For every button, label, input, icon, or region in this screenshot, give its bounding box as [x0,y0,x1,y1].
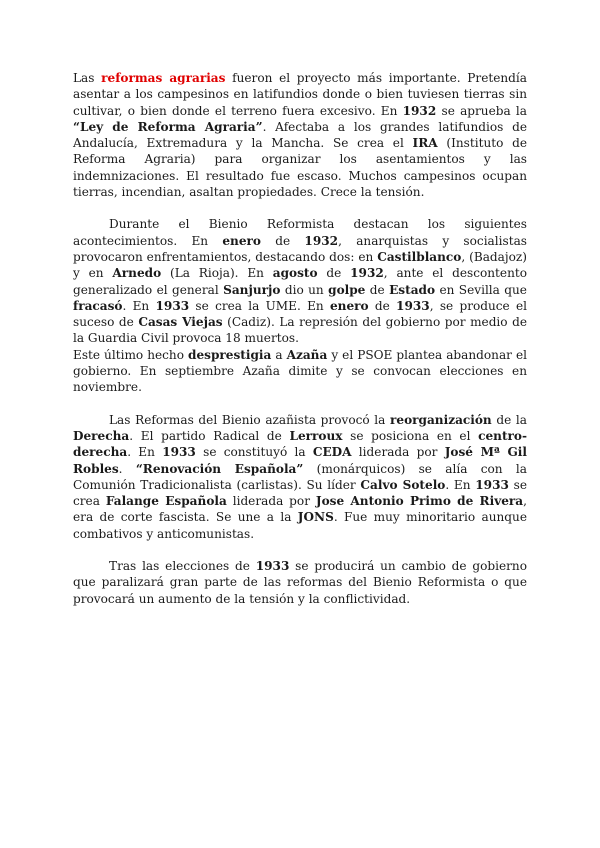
text-run: de [317,266,351,281]
bold-term: enero [222,233,261,248]
bold-term: 1932 [304,233,339,248]
text-run: dio un [280,282,329,297]
bold-term: Derecha [73,428,130,443]
bold-term: 1932 [402,103,437,118]
bold-term: Arnedo [112,266,162,281]
text-run: . [118,461,136,476]
text-run: fueron el proyecto más importante. Pretendía asentar a los campesinos en latifundios donde o bien tuviesen tierras sin cultivar, o bien donde el terreno fuera excesivo. En [73,71,527,118]
text-run: Este último hecho [73,347,188,362]
paragraph [73,347,527,396]
text-run: a [271,347,287,362]
bold-term: 1933 [255,559,290,574]
text-run: . En [122,298,156,313]
text-run: se crea [73,477,527,509]
text-run: . En [127,445,163,460]
text-run: . Afectaba a los grandes latifundios de Andalucía, Extremadura y la Mancha. Se crea el [73,119,527,151]
bold-term: JONS [297,510,334,525]
text-run: (Instituto de Reforma Agraria) para organizar los asentamientos y las indemnizaciones. El resultado fue escaso. Muchos campesinos ocupan tierras, incendian, asaltan propiedades. Crece la tensión. [73,136,527,200]
text-run: , se produce el suceso de [73,298,528,330]
text-run: se aprueba la [436,103,527,118]
paragraph-gap [73,542,527,558]
text-run: se producirá un cambio de gobierno que paralizará gran parte de las reformas del Bienio Reformista o que provocará un aumento de la tensión y la conflictividad. [73,559,527,606]
bold-term: Casas Viejas [138,315,223,330]
bold-term: 1933 [475,477,509,492]
paragraph [73,412,527,542]
bold-term: Lerroux [289,428,343,443]
bold-term: José Mª Gil Robles [73,445,527,476]
bold-term: centro-derecha [73,428,528,460]
text-run: . En [445,477,476,492]
bold-term: golpe [328,282,366,297]
bold-term: agosto [272,266,318,281]
bold-term: reorganización [390,412,492,427]
bold-term: Castilblanco [377,249,462,264]
bold-term: 1933 [155,298,190,313]
paragraph-gap [73,396,527,412]
bold-term: Azaña [286,347,328,362]
text-run: de [260,233,305,248]
text-run: (La Rioja). En [161,266,273,281]
text-run: de [365,282,390,297]
bold-term: enero [329,298,369,313]
text-run: se crea la UME. En [189,298,330,313]
text-run: de [368,298,397,313]
text-run: Durante el Bienio Reformista destacan los siguientes acontecimientos. En [73,217,527,248]
text-run: , anarquistas y socialistas provocaron enfrentamientos, destacando dos: en [73,233,527,264]
bold-term: 1933 [162,445,196,460]
paragraph [73,558,527,607]
paragraph [73,216,527,346]
text-run: Las [73,71,102,85]
text-run: en Sevilla que [435,282,527,297]
text-run: liderada por [226,494,316,509]
text-run: Tras las elecciones de [109,559,256,574]
text-run: se constituyó la [195,445,313,460]
bold-term: Sanjurjo [223,282,281,297]
text-run: Las Reformas del Bienio azañista provocó la [109,412,391,427]
bold-term: “Ley de Reforma Agraria” [73,119,263,134]
bold-term: Calvo Sotelo [360,477,446,492]
bold-term: 1933 [396,298,430,313]
paragraph [73,70,527,200]
bold-term: 1932 [350,266,384,281]
bold-term: IRA [412,136,438,151]
bold-term: CEDA [312,445,352,460]
bold-term: Falange Española [105,494,227,509]
highlighted-term: reformas agrarias [101,71,226,85]
text-run: se posiciona en el [342,428,479,443]
text-run: . El partido Radical de [129,428,290,443]
text-run: (Cadiz). La represión del gobierno por medio de la Guardia Civil provoca 18 muertos. [73,315,527,346]
text-run: . Fue muy minoritario aunque combativos y anticomunistas. [73,510,527,541]
text-run: , era de corte fascista. Se une a la [73,494,527,525]
bold-term: desprestigia [188,347,272,362]
bold-term: fracasó [73,298,123,313]
text-run: liderada por [351,445,445,460]
text-run: , (Badajoz) y en [73,249,527,281]
bold-term: Jose Antonio Primo de Rivera [315,494,524,509]
text-run: , ante el descontento generalizado el general [73,266,528,297]
document-body [73,70,527,607]
bold-term: Estado [389,282,436,297]
text-run: de la [491,412,527,427]
paragraph-gap [73,200,527,216]
text-run: (monárquicos) se alía con la Comunión Tradicionalista (carlistas). Su líder [73,461,527,492]
bold-term: “Renovación Española” [135,461,304,476]
text-run: y el PSOE plantea abandonar el gobierno. En septiembre Azaña dimite y se convocan elecciones en noviembre. [73,347,527,395]
